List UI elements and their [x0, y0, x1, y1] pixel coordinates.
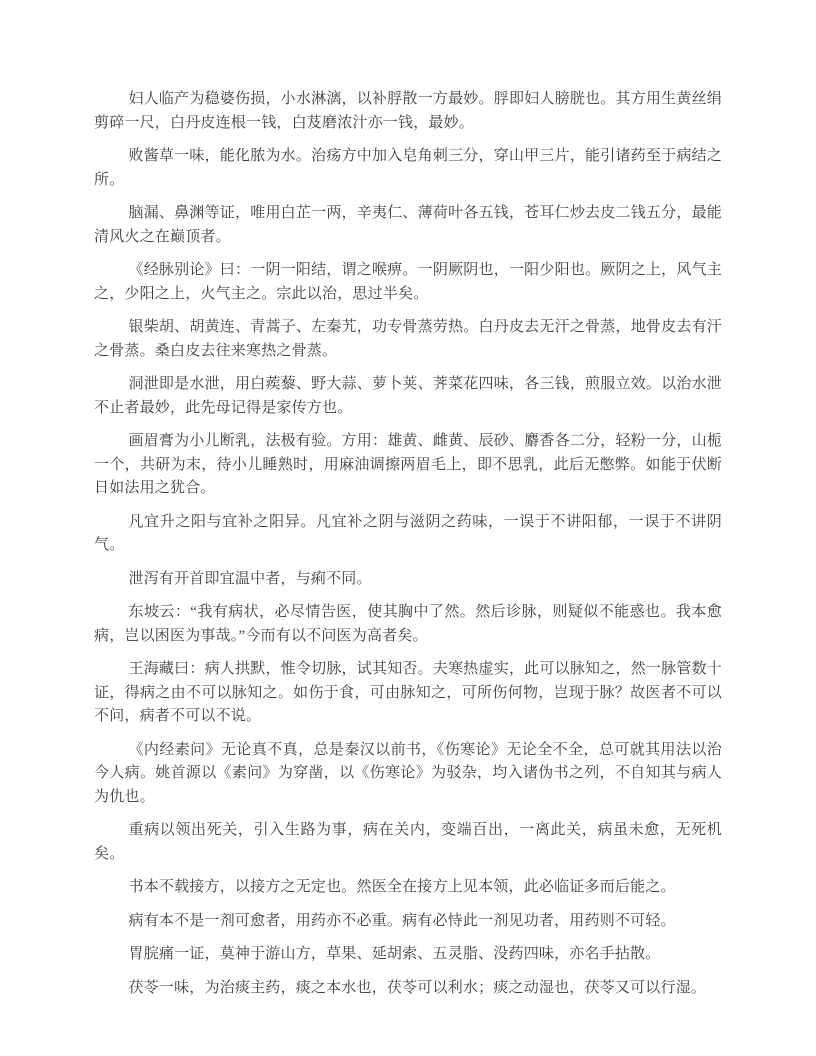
paragraph: 凡宜升之阳与宜补之阳异。凡宜补之阴与滋阴之药味，一误于不讲阳郁，一误于不讲阴气。 — [94, 513, 722, 553]
paragraph: 败酱草一味，能化脓为水。治疡方中加入皂角刺三分，穿山甲三片，能引诸药至于病结之所。 — [94, 148, 722, 188]
paragraph: 病有本不是一剂可愈者，用药亦不必重。病有必恃此一剂见功者，用药则不可轻。 — [128, 912, 676, 929]
paragraph: 王海藏曰：病人拱默，惟令切脉，试其知否。夫寒热虚实，此可以脉知之，然一脉管数十证，得病之由不可以脉知之。如伤于食，可由脉知之，可所伤何物，岂现于脉？故医者不可以不问，病者不可以不说。 — [94, 661, 722, 724]
paragraph: 脑漏、鼻渊等证，唯用白芷一两，辛夷仁、薄荷叶各五钱，苍耳仁炒去皮二钱五分，最能清风火之在巅顶者。 — [94, 205, 722, 245]
paragraph: 《内经素问》无论真不真，总是秦汉以前书，《伤寒论》无论全不全，总可就其用法以治今人病。姚首源以《素问》为穿凿，以《伤寒论》为驳杂，均入诸伪书之列，不自知其与病人为仇也。 — [94, 741, 722, 805]
paragraph: 洞泄即是水泄，用白蒺藜、野大蒜、萝卜荚、荠菜花四味，各三钱，煎服立效。以治水泄不止者最妙，此先母记得是家传方也。 — [94, 376, 722, 416]
paragraph: 重病以领出死关，引入生路为事，病在关内，变端百出，一离此关，病虽未愈，无死机矣。 — [94, 822, 722, 862]
paragraph: 《经脉别论》曰：一阴一阳结，谓之喉痹。一阴厥阴也，一阳少阳也。厥阴之上，风气主之，少阳之上，火气主之。宗此以治，思过半矣。 — [94, 262, 722, 302]
paragraph: 茯苓一味，为治痰主药，痰之本水也，茯苓可以利水；痰之动湿也，茯苓又可以行湿。 — [128, 979, 707, 996]
document-body — [94, 88, 722, 1000]
paragraph: 银柴胡、胡黄连、青蒿子、左秦艽，功专骨蒸劳热。白丹皮去无汗之骨蒸，地骨皮去有汗之骨蒸。桑白皮去往来寒热之骨蒸。 — [94, 319, 722, 359]
paragraph: 泄泻有开首即宜温中者，与痢不同。 — [128, 570, 372, 587]
paragraph: 东坡云：“我有病状，必尽情告医，使其胸中了然。然后诊脉，则疑似不能惑也。我本愈病，岂以困医为事哉。”今而有以不问医为高者矣。 — [94, 604, 722, 644]
paragraph: 妇人临产为稳婆伤损，小水淋漓，以补脬散一方最妙。脬即妇人膀胱也。其方用生黄丝绢剪碎一尺，白丹皮连根一钱，白芨磨浓汁亦一钱，最妙。 — [94, 91, 722, 131]
paragraph: 胃脘痛一证，莫神于游山方，草果、延胡索、五灵脂、没药四味，亦名手拈散。 — [128, 946, 661, 962]
paragraph: 书本不载接方，以接方之无定也。然医全在接方上见本领，此必临证多而后能之。 — [128, 879, 676, 895]
paragraph: 画眉膏为小儿断乳，法极有验。方用：雄黄、雌黄、辰砂、麝香各二分，轻粉一分，山栀一个，共研为末，待小儿睡熟时，用麻油调擦两眉毛上，即不思乳，此后无憋弊。如能于伏断日如法用之犹合。 — [94, 433, 722, 496]
